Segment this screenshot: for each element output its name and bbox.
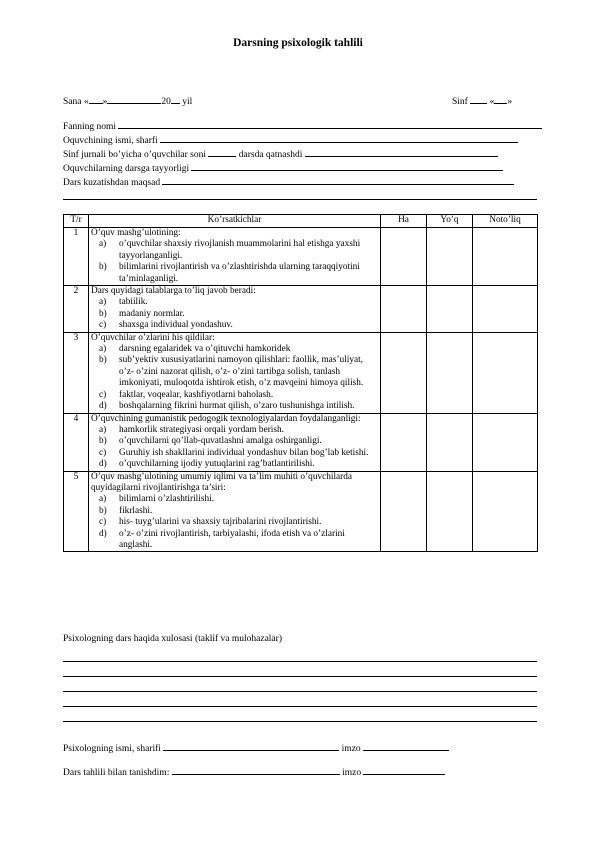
sinf-suffix: » bbox=[507, 97, 513, 107]
list-marker: a) bbox=[99, 344, 107, 355]
notoliq-cell[interactable] bbox=[473, 332, 538, 413]
list-item bbox=[99, 528, 378, 552]
list-marker: a) bbox=[99, 424, 107, 435]
list-item-text: faktlar, voqealar, kashfiyotlarni baholash. bbox=[119, 389, 274, 400]
indicator-title: O’quv mashg’ulotining umumiy iqlimi va ta’lim muhiti o’quvchilarda quyidagilarni rivojlantirishga ta’siri: bbox=[91, 471, 353, 493]
conclusion-line[interactable] bbox=[63, 691, 537, 692]
list-item-text: Guruhiy ish shakllarini individual yondashuv bilan bog’lab ketishi. bbox=[119, 447, 369, 458]
list-marker: b) bbox=[99, 262, 107, 273]
table-row bbox=[64, 471, 538, 552]
conclusion-line[interactable] bbox=[63, 706, 537, 707]
conclusion-line[interactable] bbox=[63, 721, 537, 722]
indicator-cell bbox=[89, 332, 381, 413]
day-blank[interactable] bbox=[89, 94, 103, 104]
oquvchi-line bbox=[63, 133, 518, 146]
conclusion-line[interactable] bbox=[63, 661, 537, 662]
list-item-text: sub’yektiv xususiyatlarini namoyon qilishlari: faollik, mas’uliyat, o’z- o’zini nazorat qilish, o’z- o’zini tartibga solish, tanlash imkoniyati, muloqotda ishtirok etish, o’z mavqeini himoya qilish. bbox=[119, 355, 364, 389]
row-number: 5 bbox=[64, 471, 89, 552]
list-item-text: tabiilik. bbox=[119, 297, 148, 308]
list-item bbox=[99, 401, 378, 412]
ha-cell[interactable] bbox=[381, 413, 427, 471]
indicator-cell bbox=[89, 471, 381, 552]
list-item-text: o’z- o’zini rivojlantirish, tarbiyalashi, ifoda etish va o’zlarini anglashi. bbox=[119, 528, 345, 550]
list-marker: d) bbox=[99, 528, 107, 539]
list-item-text: fikrlashi. bbox=[119, 505, 153, 516]
sinf-jurnal-line bbox=[63, 147, 498, 160]
list-item bbox=[99, 436, 378, 447]
list-marker: d) bbox=[99, 459, 107, 470]
table-row bbox=[64, 228, 538, 286]
sana-prefix: Sana « bbox=[63, 97, 89, 107]
list-item bbox=[99, 344, 378, 355]
indicator-list bbox=[91, 425, 378, 471]
maqsad-label: Dars kuzatishdan maqsad bbox=[63, 178, 161, 188]
ha-cell[interactable] bbox=[381, 286, 427, 333]
list-marker: d) bbox=[99, 401, 107, 412]
page-title: Darsning psixologik tahlili bbox=[233, 37, 363, 49]
tayyorlik-line bbox=[63, 161, 503, 174]
sinf-prefix: Sinf bbox=[452, 97, 471, 107]
sinf-blank[interactable] bbox=[470, 94, 487, 104]
row-number: 3 bbox=[64, 332, 89, 413]
imzo-label: imzo bbox=[341, 744, 361, 754]
list-item-text: o’quvchilar shaxsiy rivojlanish muammolarini hal etishga yaxshi tayyorlanganligi. bbox=[119, 239, 361, 261]
psixolog-label: Psixologning ismi, sharifi bbox=[63, 744, 161, 754]
yoq-cell[interactable] bbox=[427, 413, 473, 471]
psixolog-line bbox=[63, 741, 449, 754]
tanishdim-line bbox=[63, 765, 445, 778]
table-row bbox=[64, 413, 538, 471]
ha-cell[interactable] bbox=[381, 471, 427, 552]
list-item bbox=[99, 262, 378, 285]
table-row bbox=[64, 286, 538, 333]
indicator-title: O’quvchining gumanistik pedogogik texnologiyalardan foydalanganligi: bbox=[91, 413, 361, 424]
list-marker: b) bbox=[99, 355, 107, 366]
list-marker: b) bbox=[99, 436, 107, 447]
list-item bbox=[99, 494, 378, 505]
list-item bbox=[99, 355, 378, 389]
indicator-cell bbox=[89, 413, 381, 471]
list-item-text: shaxsga individual yondashuv. bbox=[119, 320, 233, 331]
tayyorlik-label: Oquvchilarning darsga tayyorligi bbox=[63, 164, 190, 174]
list-item-text: his- tuyg’ularini va shaxsiy tajribalarini rivojlantirishi. bbox=[119, 517, 322, 528]
yoq-cell[interactable] bbox=[427, 471, 473, 552]
maqsad-blank[interactable] bbox=[162, 175, 514, 185]
qatnashdi-blank[interactable] bbox=[305, 147, 498, 157]
imzo-blank[interactable] bbox=[363, 741, 449, 751]
list-item bbox=[99, 389, 378, 401]
indicator-cell bbox=[89, 228, 381, 286]
sana-mid: » bbox=[102, 97, 108, 107]
imzo-label: imzo bbox=[342, 768, 362, 778]
list-item bbox=[99, 239, 378, 262]
yoq-cell[interactable] bbox=[427, 332, 473, 413]
list-item bbox=[99, 424, 378, 436]
sana-line bbox=[63, 94, 192, 107]
indicator-list bbox=[91, 494, 378, 551]
list-marker: b) bbox=[99, 505, 107, 516]
row-number: 4 bbox=[64, 413, 89, 471]
ha-cell[interactable] bbox=[381, 228, 427, 286]
list-marker: c) bbox=[99, 320, 107, 331]
list-item bbox=[99, 297, 378, 308]
list-item-text: o’quvchilarning ijodiy yutuqlarini rag’batlantirilishi. bbox=[119, 459, 315, 470]
sinf-line bbox=[452, 94, 512, 107]
notoliq-cell[interactable] bbox=[473, 228, 538, 286]
list-item-text: o’quvchilarni qo’llab-quvatlashni amalga oshirganligi. bbox=[119, 436, 322, 447]
fan-line bbox=[63, 119, 542, 132]
list-item bbox=[99, 459, 378, 470]
oquvchi-label: Oquvchining ismi, sharfi bbox=[63, 136, 158, 146]
row-number: 1 bbox=[64, 228, 89, 286]
indicator-title: Dars quyidagi talablarga to’liq javob beradi: bbox=[91, 286, 256, 297]
list-item-text: darsning egalaridek va o’qituvchi hamkoridek bbox=[119, 344, 291, 355]
indicator-title: O’quvchilar o’zlarini his qildilar: bbox=[91, 332, 215, 343]
indicator-list bbox=[91, 239, 378, 285]
month-blank[interactable] bbox=[107, 94, 161, 104]
table-row bbox=[64, 332, 538, 413]
tanishdim-label: Dars tahlili bilan tanishdim: bbox=[63, 768, 170, 778]
oquvchi-blank[interactable] bbox=[160, 133, 518, 143]
psixolog-blank[interactable] bbox=[163, 741, 339, 751]
row-number: 2 bbox=[64, 286, 89, 333]
list-item bbox=[99, 320, 378, 331]
indicator-title: O’quv mashg’ulotining: bbox=[91, 228, 181, 238]
indicator-list bbox=[91, 344, 378, 412]
col-header-tr: T/r bbox=[64, 215, 89, 228]
list-marker: a) bbox=[99, 239, 107, 250]
col-header-ha: Ha bbox=[381, 215, 427, 228]
list-item bbox=[99, 517, 378, 528]
soni-blank[interactable] bbox=[208, 147, 236, 157]
criteria-table bbox=[63, 214, 538, 552]
notoliq-cell[interactable] bbox=[473, 413, 538, 471]
qatnashdi-label: darsda qatnashdi bbox=[238, 150, 303, 160]
sinf-jurnal-label: Sinf jurnali bo’yicha o’quvchilar soni bbox=[63, 150, 206, 160]
indicator-list bbox=[91, 297, 378, 331]
list-marker: a) bbox=[99, 494, 107, 505]
list-marker: c) bbox=[99, 447, 107, 458]
year-prefix: 20 bbox=[161, 97, 171, 107]
col-header-notoliq: Noto’liq bbox=[473, 215, 538, 228]
list-item-text: madaniy normlar. bbox=[119, 308, 185, 319]
list-marker: a) bbox=[99, 297, 107, 308]
conclusion-label: Psixologning dars haqida xulosasi (taklif va mulohazalar) bbox=[63, 634, 282, 644]
col-header-indicators: Ko’rsatkichlar bbox=[89, 215, 381, 228]
fan-blank[interactable] bbox=[118, 119, 542, 129]
yoq-cell[interactable] bbox=[427, 286, 473, 333]
tayyorlik-blank[interactable] bbox=[191, 161, 503, 171]
maqsad-line bbox=[63, 175, 514, 188]
list-item bbox=[99, 308, 378, 320]
list-item-text: bilimlarni o’zlashtirilishi. bbox=[119, 494, 215, 505]
table-header-row bbox=[64, 215, 538, 228]
list-item-text: bilimlarini rivojlantirish va o’zlashtirishda ularning taraqqiyotini ta’minlaganligi. bbox=[119, 262, 360, 284]
yoq-cell[interactable] bbox=[427, 228, 473, 286]
imzo-blank[interactable] bbox=[363, 765, 445, 775]
list-marker: b) bbox=[99, 308, 107, 319]
list-item bbox=[99, 447, 378, 459]
ha-cell[interactable] bbox=[381, 332, 427, 413]
notoliq-cell[interactable] bbox=[473, 471, 538, 552]
sinf-letter-blank[interactable] bbox=[494, 94, 507, 104]
maqsad-extra-line[interactable] bbox=[63, 199, 537, 200]
indicator-cell bbox=[89, 286, 381, 333]
list-marker: c) bbox=[99, 517, 107, 528]
tanishdim-blank[interactable] bbox=[172, 765, 340, 775]
col-header-yoq: Yo’q bbox=[427, 215, 473, 228]
conclusion-line[interactable] bbox=[63, 676, 537, 677]
list-item bbox=[99, 505, 378, 517]
fan-label: Fanning nomi bbox=[63, 122, 117, 132]
list-item-text: boshqalarning fikrini hurmat qilish, o’zaro tushunishga intilish. bbox=[119, 401, 355, 412]
list-item-text: hamkorlik strategiyasi orqali yordam berish. bbox=[119, 424, 284, 435]
year-blank[interactable] bbox=[171, 94, 180, 104]
year-suffix: yil bbox=[179, 97, 193, 107]
notoliq-cell[interactable] bbox=[473, 286, 538, 333]
list-marker: c) bbox=[99, 389, 107, 400]
sinf-mid: « bbox=[487, 97, 495, 107]
